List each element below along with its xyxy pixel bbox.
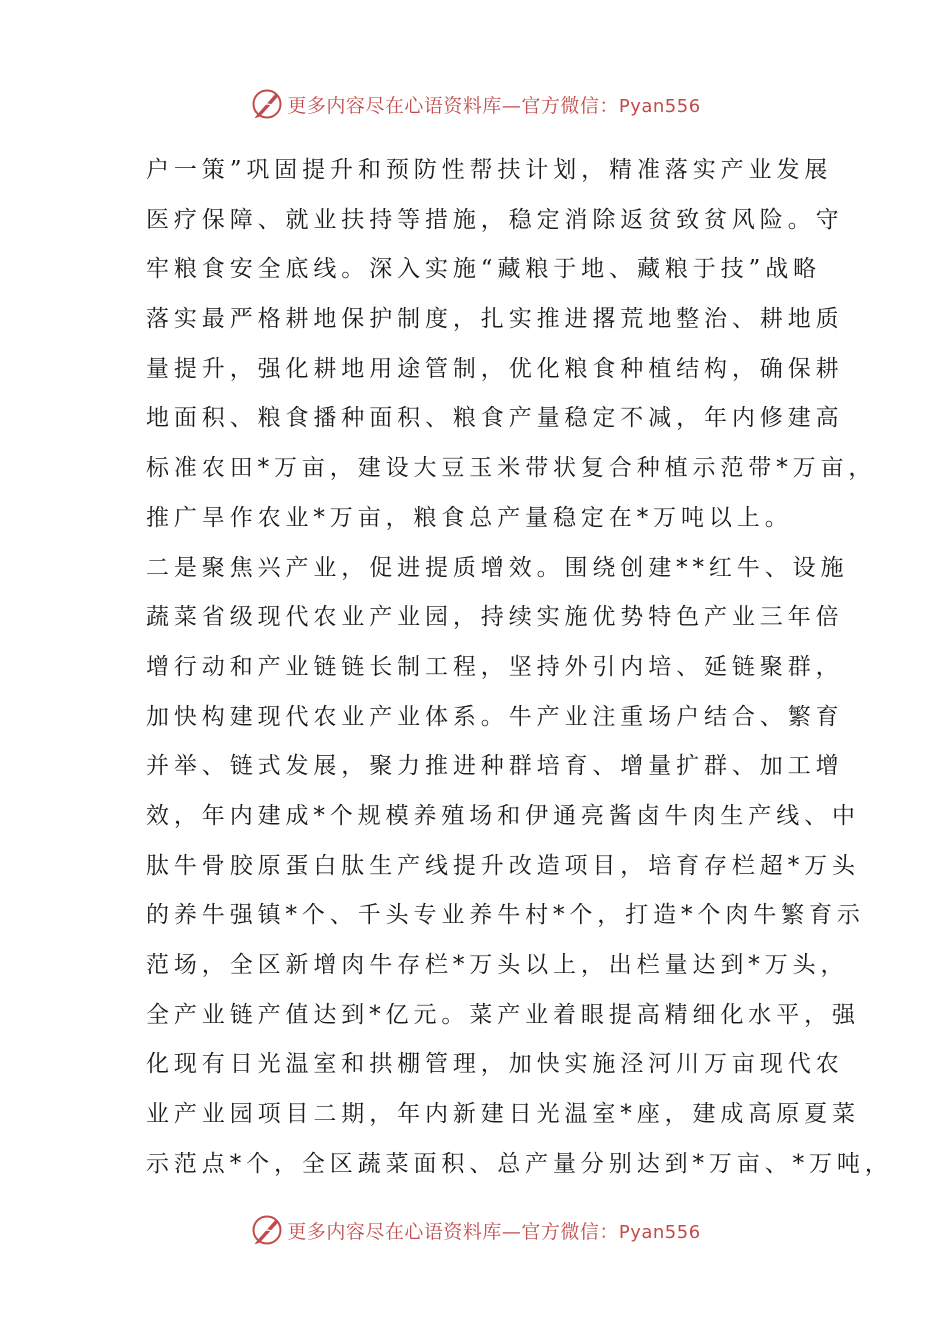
text-line: 化现有日光温室和拱棚管理，加快实施泾河川万亩现代农: [146, 1051, 844, 1078]
text-line: 效，年内建成*个规模养殖场和伊通亮酱卤牛肉生产线、中: [146, 802, 860, 829]
footer-banner: [0, 1206, 950, 1254]
pen-logo-icon: [249, 86, 285, 122]
header-wechat-id: Pyan556: [618, 95, 701, 117]
text-line: 医疗保障、就业扶持等措施，稳定消除返贫致贫风险。守: [146, 206, 844, 233]
text-line: 增行动和产业链链长制工程，坚持外引内培、延链聚群，: [146, 653, 844, 680]
text-line: 标准农田*万亩，建设大豆玉米带状复合种植示范带*万亩，: [146, 455, 877, 482]
footer-wechat-id: Pyan556: [618, 1221, 701, 1243]
text-line: 牢粮食安全底线。深入实施“藏粮于地、藏粮于技”战略: [146, 256, 822, 283]
text-line: 全产业链产值达到*亿元。菜产业着眼提高精细化水平，强: [146, 1001, 860, 1028]
text-line: 落实最严格耕地保护制度，扎实推进撂荒地整治、耕地质: [146, 306, 844, 333]
text-line: 业产业园项目二期，年内新建日光温室*座，建成高原夏菜: [146, 1101, 860, 1128]
text-line: 地面积、粮食播种面积、粮食产量稳定不减，年内修建高: [146, 405, 844, 432]
text-line: 的养牛强镇*个、千头专业养牛村*个，打造*个肉牛繁育示: [146, 902, 865, 929]
text-line: 蔬菜省级现代农业产业园，持续实施优势特色产业三年倍: [146, 604, 844, 631]
header-banner: [0, 80, 950, 128]
text-line: 二是聚焦兴产业，促进提质增效。围绕创建**红牛、设施: [146, 554, 849, 581]
document-body: [146, 146, 893, 1189]
header-text: 更多内容尽在心语资料库—官方微信：Pyan556: [287, 94, 701, 117]
pen-logo-icon: [249, 1212, 285, 1248]
footer-text: 更多内容尽在心语资料库—官方微信：Pyan556: [287, 1220, 701, 1243]
text-line: 肽牛骨胶原蛋白肽生产线提升改造项目，培育存栏超*万头: [146, 852, 860, 879]
text-line: 推广旱作农业*万亩，粮食总产量稳定在*万吨以上。: [146, 504, 793, 531]
text-line: 加快构建现代农业产业体系。牛产业注重场户结合、繁育: [146, 703, 844, 730]
text-line: 并举、链式发展，聚力推进种群培育、增量扩群、加工增: [146, 753, 844, 780]
text-line: 量提升，强化耕地用途管制，优化粮食种植结构，确保耕: [146, 355, 844, 382]
text-line: 户一策”巩固提升和预防性帮扶计划，精准落实产业发展: [146, 157, 833, 183]
text-line: 示范点*个，全区蔬菜面积、总产量分别达到*万亩、*万吨，: [146, 1150, 893, 1177]
text-line: 范场，全区新增肉牛存栏*万头以上，出栏量达到*万头，: [146, 952, 849, 978]
